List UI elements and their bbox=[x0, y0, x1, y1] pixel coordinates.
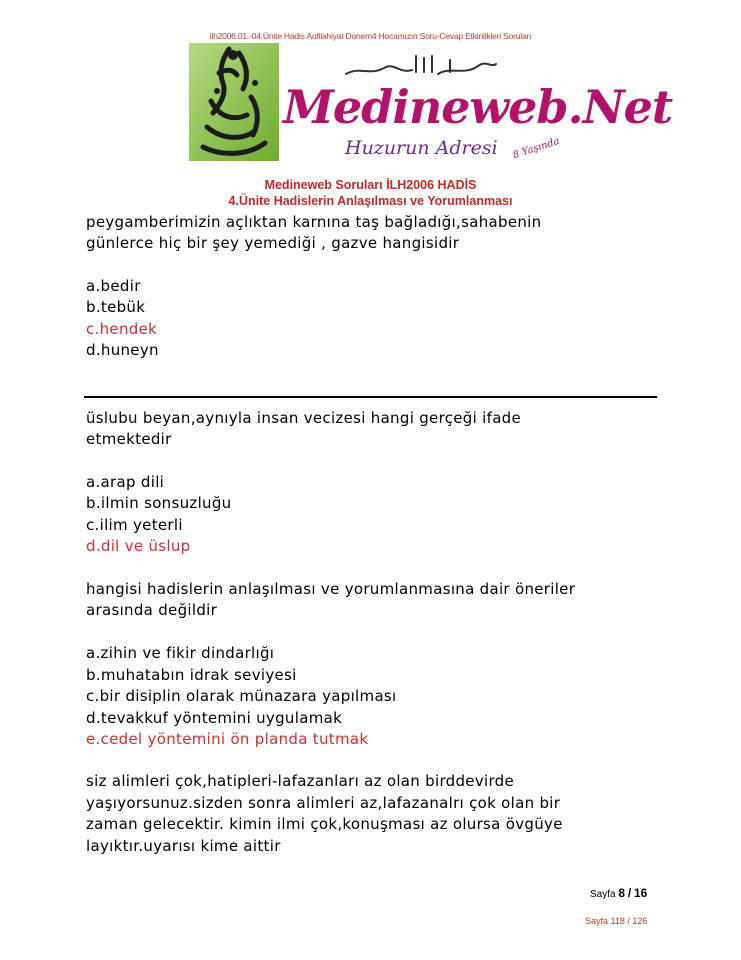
calligraphy-image bbox=[189, 43, 279, 161]
page-number bbox=[590, 886, 647, 900]
question-3-option-e-answer: e.cedel yöntemini ön planda tutmak bbox=[86, 730, 369, 748]
calligraphy-graphic bbox=[189, 43, 279, 161]
question-2-option-a: a.arap dili bbox=[86, 473, 165, 491]
question-1-line-2: günlerce hiç bir şey yemediği , gazve hangisidir bbox=[86, 234, 460, 252]
page-current: 8 bbox=[618, 886, 626, 900]
section-divider bbox=[84, 396, 657, 398]
question-2-option-d-answer: d.dil ve üslup bbox=[86, 537, 191, 555]
question-3-line-1: hangisi hadislerin anlaşılması ve yorumlanmasına dair öneriler bbox=[86, 580, 576, 598]
question-3-option-d: d.tevakkuf yöntemini uygulamak bbox=[86, 709, 343, 727]
question-1-line-1: peygamberimizin açlıktan karnına taş bağladığı,sahabenin bbox=[86, 213, 542, 231]
question-4-line-2: yaşıyorsunuz.sizden sonra alimleri az,lafazanalrı çok olan bir bbox=[86, 794, 561, 812]
question-4-line-3: zaman gelecektir. kimin ilmi çok,konuşması az olursa övgüye bbox=[86, 815, 563, 833]
question-4-line-4: layıktır.uyarısı kime aittir bbox=[86, 837, 281, 855]
document-header-line: ilh2006.01.-04.Ünite Hadis Aofilahiyat Donem4 Hocamızın Soru-Cevap Etkinlikleri Soruları bbox=[209, 31, 532, 41]
page-label: Sayfa bbox=[590, 889, 616, 900]
page-separator: / bbox=[627, 886, 632, 900]
question-1-option-b: b.tebük bbox=[86, 298, 146, 316]
question-3-option-c: c.bir disiplin olarak münazara yapılması bbox=[86, 687, 397, 705]
question-3-line-2: arasında değildir bbox=[86, 601, 218, 619]
document-subtitle: 4.Ünite Hadislerin Anlaşılması ve Yorumlanması bbox=[228, 194, 513, 208]
overall-page-number: Sayfa 118 / 126 bbox=[585, 916, 648, 926]
brand-age-note: 8 Yaşında bbox=[511, 135, 561, 162]
question-1-option-c-answer: c.hendek bbox=[86, 320, 158, 338]
brand-logo: Medineweb.Net bbox=[283, 80, 673, 134]
question-2-line-1: üslubu beyan,aynıyla insan vecizesi hangi gerçeği ifade bbox=[86, 409, 522, 427]
page-total: 16 bbox=[633, 886, 648, 900]
question-3-option-b: b.muhatabın idrak seviyesi bbox=[86, 666, 297, 684]
question-1-option-d: d.huneyn bbox=[86, 341, 159, 359]
question-1-option-a: a.bedir bbox=[86, 277, 141, 295]
question-2-line-2: etmektedir bbox=[86, 430, 172, 448]
question-2-option-c: c.ilim yeterli bbox=[86, 516, 183, 534]
document-title: Medineweb Soruları İLH2006 HADİS bbox=[264, 178, 477, 192]
question-2-option-b: b.ilmin sonsuzluğu bbox=[86, 494, 232, 512]
brand-tagline: Huzurun Adresi bbox=[345, 137, 498, 159]
question-4-line-1: siz alimleri çok,hatipleri-lafazanları az olan birddevirde bbox=[86, 772, 515, 790]
question-3-option-a: a.zihin ve fikir dindarlığı bbox=[86, 644, 275, 662]
